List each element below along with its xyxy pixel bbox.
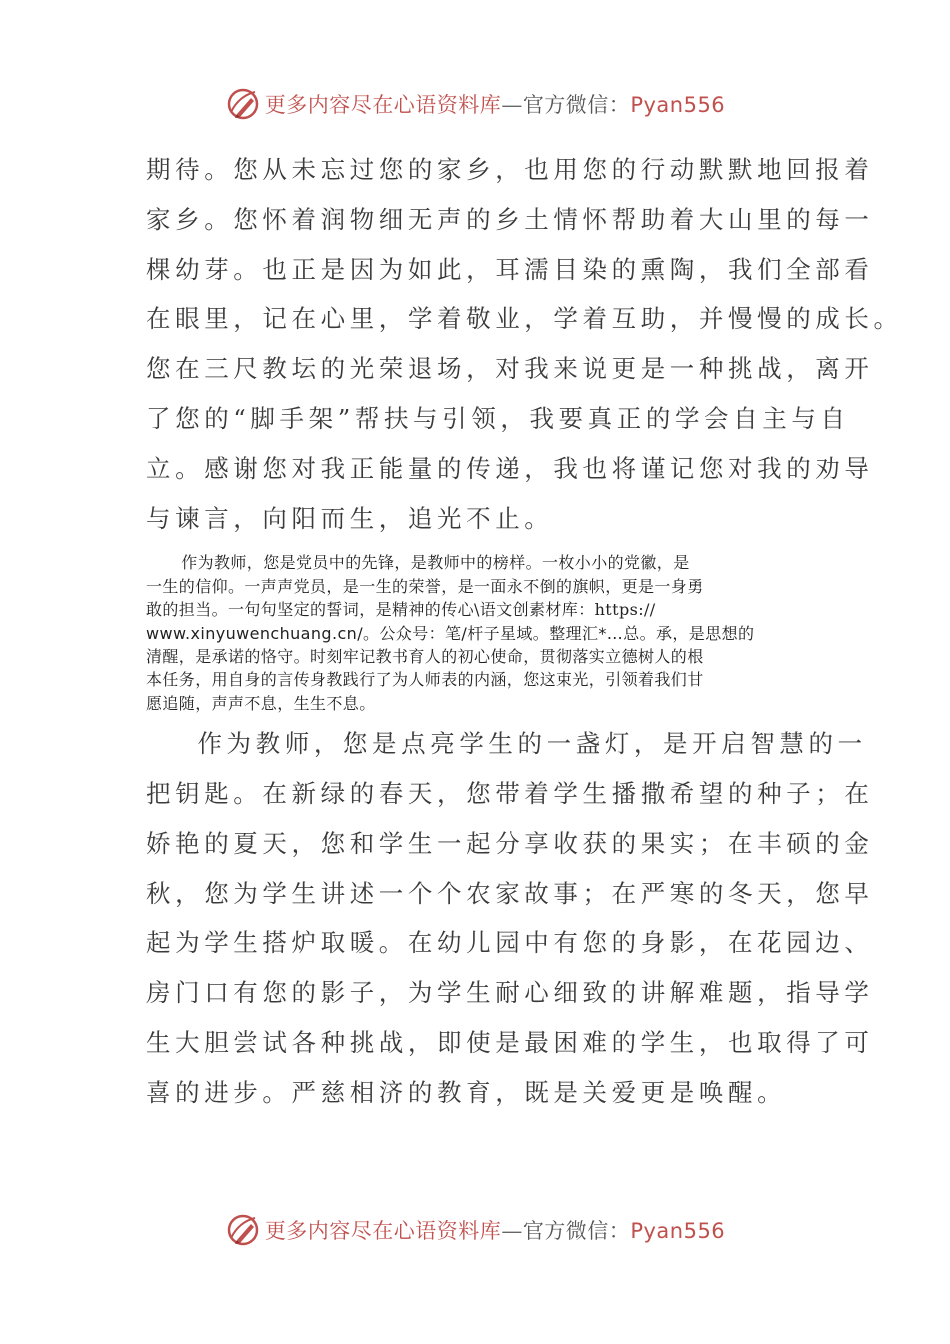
text-line: 敢的担当。一句句坚定的誓词，是精神的传心\语文创素材库：https:// xyxy=(146,600,656,620)
paragraph-1 xyxy=(146,145,903,543)
banner-text xyxy=(265,1215,725,1245)
paragraph-2 xyxy=(146,551,806,715)
text-line: 把钥匙。在新绿的春天，您带着学生播撒希望的种子；在 xyxy=(146,779,874,809)
text-line: www.xinyuwenchuang.cn/。公众号：笔/杆子星域。整理汇*…总。承，是思想的 xyxy=(146,623,755,643)
pen-logo-icon xyxy=(225,86,261,122)
text-line: 您在三尺教坛的光荣退场，对我来说更是一种挑战，离开 xyxy=(146,354,874,384)
document-body xyxy=(146,145,903,1118)
text-line: 起为学生搭炉取暖。在幼儿园中有您的身影，在花园边、 xyxy=(146,928,874,958)
banner-wechat-id: Pyan556 xyxy=(630,1219,726,1243)
text-line: 房门口有您的影子，为学生耐心细致的讲解难题，指导学 xyxy=(146,978,874,1008)
text-line: 喜的进步。严慈相济的教育，既是关爱更是唤醒。 xyxy=(146,1077,787,1107)
text-line: 本任务，用自身的言传身教践行了为人师表的内涵，您这束光，引领着我们甘 xyxy=(146,670,704,690)
text-line: 生大胆尝试各种挑战，即使是最困难的学生，也取得了可 xyxy=(146,1028,874,1057)
paragraph-3 xyxy=(146,719,874,1117)
text-line: 清醒，是承诺的恪守。时刻牢记教书育人的初心使命，贯彻落实立德树人的根 xyxy=(146,647,704,666)
banner-official-text: 官方微信： xyxy=(522,93,631,117)
banner-text xyxy=(265,89,725,119)
header-banner xyxy=(0,82,950,126)
footer-banner xyxy=(0,1208,950,1252)
text-line: 了您的“脚手架”帮扶与引领，我要真正的学会自主与自 xyxy=(146,403,850,433)
banner-dash: — xyxy=(501,1219,523,1243)
banner-wechat-id: Pyan556 xyxy=(630,93,726,117)
text-line: 愿追随，声声不息，生生不息。 xyxy=(146,693,376,713)
banner-dash: — xyxy=(501,93,523,117)
text-line: 立。感谢您对我正能量的传递，我也将谨记您对我的劝导 xyxy=(146,453,874,483)
banner-main-text: 更多内容尽在心语资料库 xyxy=(264,93,502,117)
text-line: 家乡。您怀着润物细无声的乡土情怀帮助着大山里的每一 xyxy=(146,204,874,234)
text-line: 在眼里，记在心里，学着敬业，学着互助，并慢慢的成长。 xyxy=(146,304,903,334)
banner-main-text: 更多内容尽在心语资料库 xyxy=(264,1219,502,1243)
text-line: 秋，您为学生讲述一个个农家故事；在严寒的冬天，您早 xyxy=(146,878,874,908)
text-line: 娇艳的夏天，您和学生一起分享收获的果实；在丰硕的金 xyxy=(146,828,874,858)
banner-official-text: 官方微信： xyxy=(522,1219,631,1243)
text-line: 棵幼芽。也正是因为如此，耳濡目染的熏陶，我们全部看 xyxy=(146,254,874,284)
text-line: 期待。您从未忘过您的家乡，也用您的行动默默地回报着 xyxy=(146,155,874,184)
text-line: 一生的信仰。一声声党员，是一生的荣誉，是一面永不倒的旗帜，更是一身勇 xyxy=(146,576,704,596)
pen-logo-icon xyxy=(225,1212,261,1248)
text-line: 与谏言，向阳而生，追光不止。 xyxy=(146,503,554,533)
text-line: 作为教师，您是点亮学生的一盏灯，是开启智慧的一 xyxy=(197,729,867,759)
text-line: 作为教师，您是党员中的先锋，是教师中的榜样。一枚小小的党徽，是 xyxy=(181,553,690,573)
